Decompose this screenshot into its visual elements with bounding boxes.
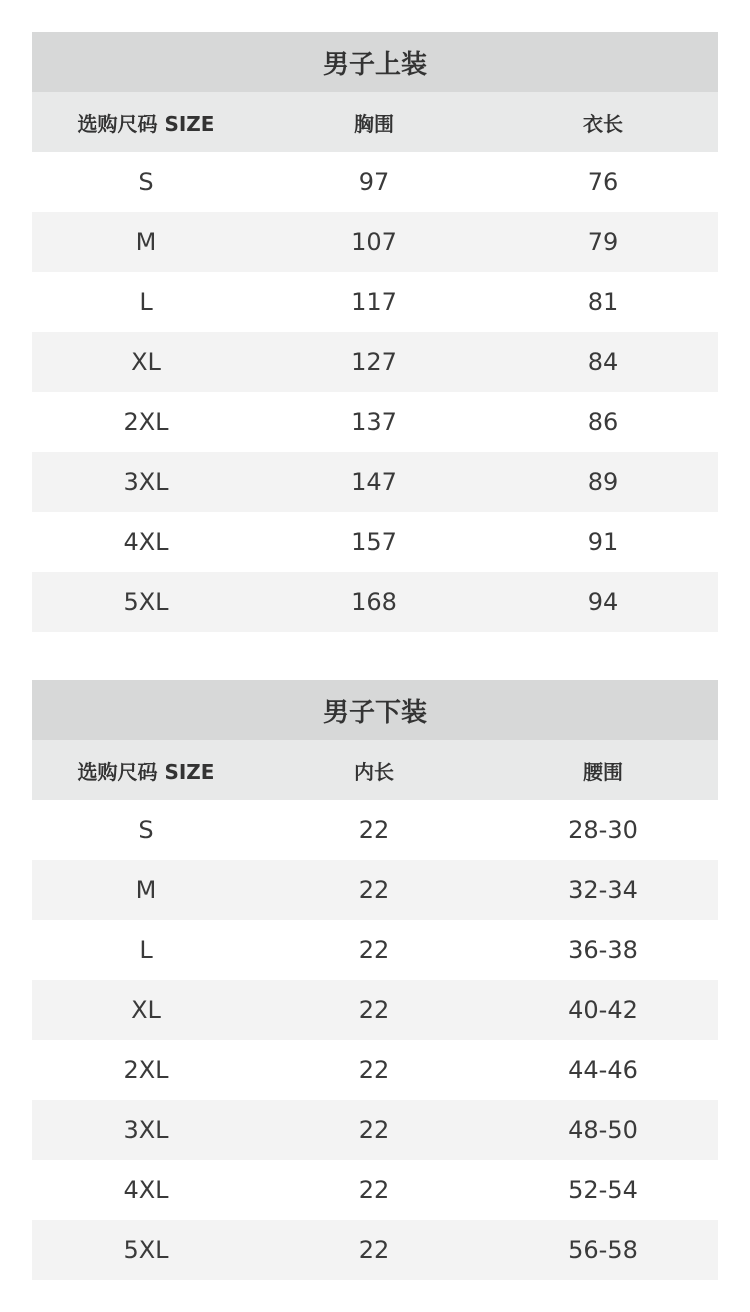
size-cell: M xyxy=(135,876,157,904)
chest-cell: 157 xyxy=(351,528,397,556)
table-row xyxy=(32,572,718,632)
table-row xyxy=(32,800,718,860)
table-row xyxy=(32,980,718,1040)
size-cell: S xyxy=(138,168,154,196)
inseam-cell: 22 xyxy=(358,996,390,1024)
size-cell: XL xyxy=(131,348,161,376)
table-row xyxy=(32,392,718,452)
inseam-cell: 22 xyxy=(358,876,390,904)
length-cell: 84 xyxy=(587,348,619,376)
length-cell: 76 xyxy=(587,168,619,196)
bottoms-header-row xyxy=(32,740,718,800)
chest-cell: 127 xyxy=(351,348,397,376)
header-waist: 腰围 xyxy=(583,759,623,784)
table-row xyxy=(32,152,718,212)
tops-table-title: 男子上装 xyxy=(32,32,718,92)
size-cell: 3XL xyxy=(123,468,169,496)
header-size: 选购尺码 SIZE xyxy=(77,111,215,136)
size-cell: 3XL xyxy=(123,1116,169,1144)
table-row xyxy=(32,1100,718,1160)
table-row xyxy=(32,332,718,392)
bottoms-size-table xyxy=(32,680,718,1280)
header-inseam: 内长 xyxy=(354,759,394,784)
chest-cell: 107 xyxy=(351,228,397,256)
waist-cell: 56-58 xyxy=(568,1236,638,1264)
size-cell: 2XL xyxy=(123,1056,169,1084)
header-size: 选购尺码 SIZE xyxy=(77,759,215,784)
size-cell: M xyxy=(135,228,157,256)
size-cell: 4XL xyxy=(123,1176,169,1204)
chest-cell: 168 xyxy=(351,588,397,616)
table-row xyxy=(32,920,718,980)
table-row xyxy=(32,1220,718,1280)
inseam-cell: 22 xyxy=(358,816,390,844)
tops-header-row xyxy=(32,92,718,152)
size-cell: 2XL xyxy=(123,408,169,436)
tops-size-table xyxy=(32,32,718,632)
inseam-cell: 22 xyxy=(358,1056,390,1084)
header-chest: 胸围 xyxy=(354,111,394,136)
waist-cell: 48-50 xyxy=(568,1116,638,1144)
waist-cell: 44-46 xyxy=(568,1056,638,1084)
size-cell: 4XL xyxy=(123,528,169,556)
size-cell: S xyxy=(138,816,154,844)
table-row xyxy=(32,1160,718,1220)
size-cell: 5XL xyxy=(123,588,169,616)
bottoms-table-title: 男子下装 xyxy=(32,680,718,740)
inseam-cell: 22 xyxy=(358,1236,390,1264)
length-cell: 81 xyxy=(587,288,619,316)
length-cell: 86 xyxy=(587,408,619,436)
size-cell: L xyxy=(139,288,153,316)
waist-cell: 28-30 xyxy=(568,816,638,844)
table-row xyxy=(32,272,718,332)
waist-cell: 36-38 xyxy=(568,936,638,964)
table-row xyxy=(32,212,718,272)
header-length: 衣长 xyxy=(583,111,623,136)
waist-cell: 52-54 xyxy=(568,1176,638,1204)
size-cell: L xyxy=(139,936,153,964)
length-cell: 89 xyxy=(587,468,619,496)
chest-cell: 137 xyxy=(351,408,397,436)
chest-cell: 117 xyxy=(351,288,397,316)
length-cell: 94 xyxy=(587,588,619,616)
inseam-cell: 22 xyxy=(358,936,390,964)
length-cell: 79 xyxy=(587,228,619,256)
size-cell: XL xyxy=(131,996,161,1024)
size-cell: 5XL xyxy=(123,1236,169,1264)
chest-cell: 97 xyxy=(358,168,390,196)
waist-cell: 32-34 xyxy=(568,876,638,904)
length-cell: 91 xyxy=(587,528,619,556)
waist-cell: 40-42 xyxy=(568,996,638,1024)
chest-cell: 147 xyxy=(351,468,397,496)
table-row xyxy=(32,860,718,920)
table-row xyxy=(32,452,718,512)
inseam-cell: 22 xyxy=(358,1176,390,1204)
inseam-cell: 22 xyxy=(358,1116,390,1144)
table-row xyxy=(32,512,718,572)
table-row xyxy=(32,1040,718,1100)
